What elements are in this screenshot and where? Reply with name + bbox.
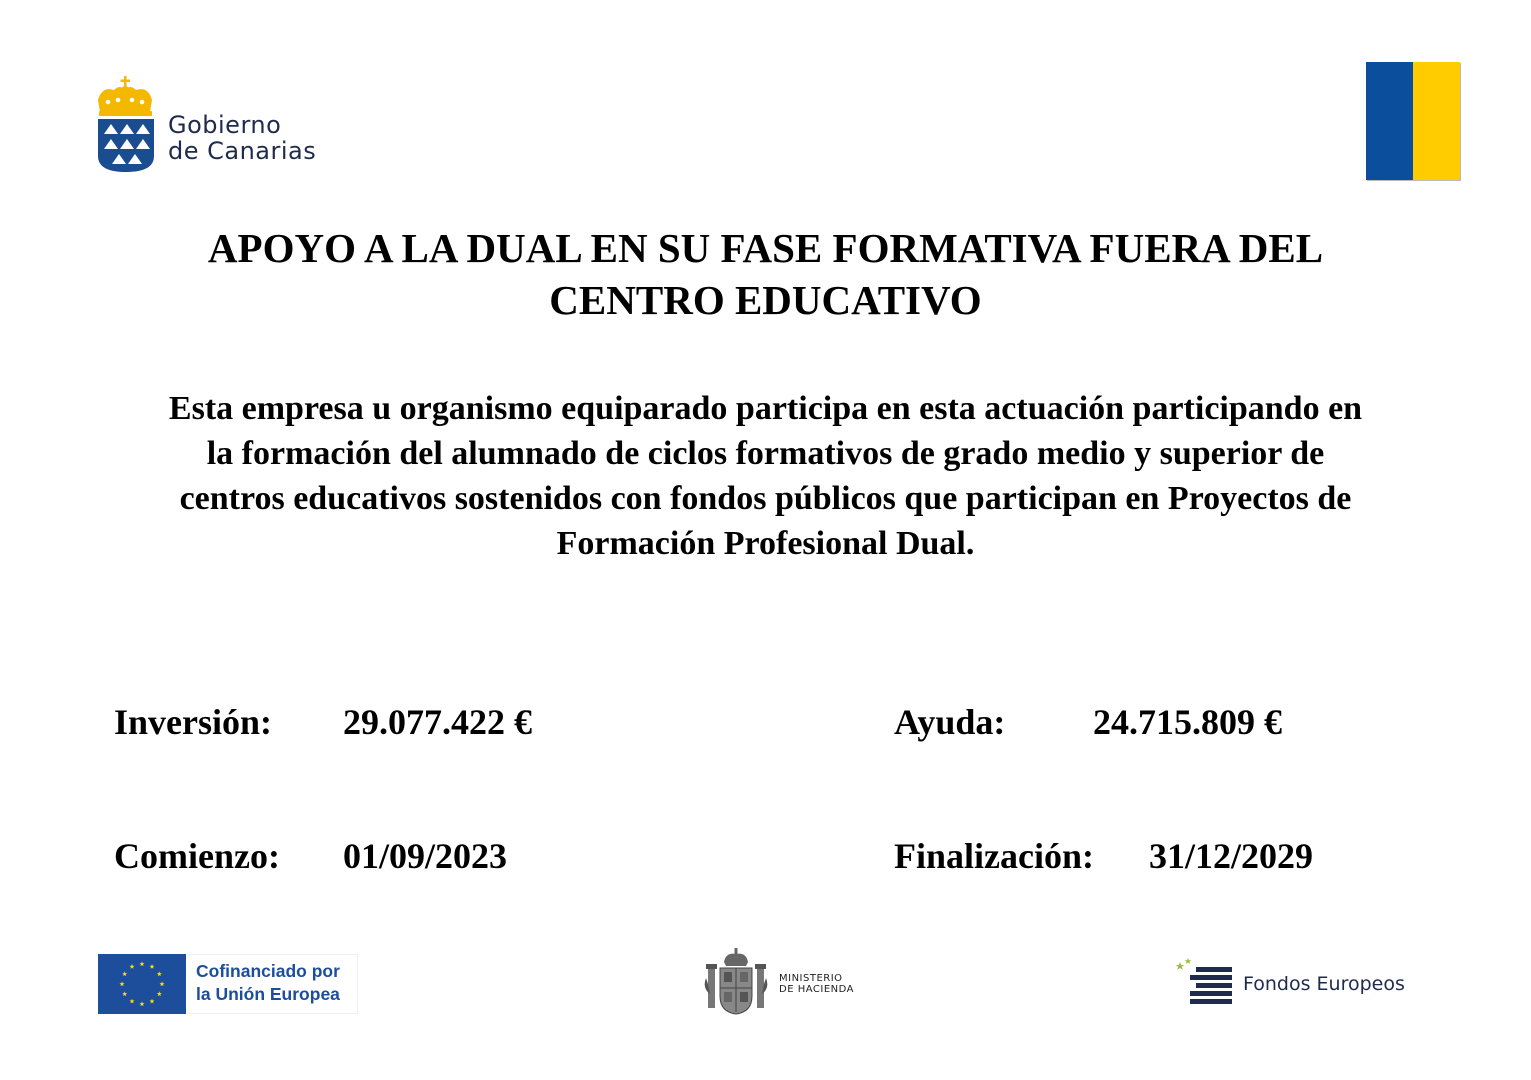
description-line-2: la formación del alumnado de ciclos formativos de grado medio y superior de	[206, 435, 1325, 472]
logo-line-1: Gobierno	[168, 111, 282, 139]
description	[70, 386, 1461, 566]
fondos-europeos-icon	[1174, 958, 1236, 1004]
description-line-3: centros educativos sostenidos con fondos públicos que participan en Proyectos de	[179, 480, 1352, 517]
canarias-flag	[1366, 62, 1460, 180]
ministry-text	[779, 973, 854, 995]
comienzo-label: Comienzo:	[114, 836, 280, 876]
eu-cofinanced-text	[196, 960, 340, 1006]
ministry-line-2: DE HACIENDA	[779, 984, 854, 995]
logo-line-2: de Canarias	[168, 137, 317, 165]
gobierno-canarias-wordmark	[168, 112, 316, 164]
crown-icon	[98, 76, 152, 116]
coat-of-arms-icon	[704, 948, 768, 1018]
eu-line-2: la Unión Europea	[196, 984, 340, 1004]
page-title	[100, 222, 1431, 326]
inversion-label: Inversión:	[114, 702, 273, 742]
flag-stripe-yellow	[1413, 62, 1460, 180]
eu-line-1: Cofinanciado por	[196, 961, 340, 981]
shield-icon	[98, 119, 154, 172]
description-line-4: Formación Profesional Dual.	[556, 525, 975, 562]
ayuda-label: Ayuda:	[894, 702, 1006, 742]
ayuda-value: 24.715.809 €	[1093, 702, 1282, 742]
fondos-europeos-text: Fondos Europeos	[1243, 973, 1405, 995]
inversion-value: 29.077.422 €	[343, 702, 532, 742]
description-line-1: Esta empresa u organismo equiparado participa en esta actuación participando en	[168, 390, 1363, 427]
ministry-line-1: MINISTERIO	[779, 973, 843, 984]
title-line-2: CENTRO EDUCATIVO	[549, 277, 982, 323]
flag-stripe-blue	[1366, 62, 1413, 180]
finalizacion-label: Finalización:	[894, 836, 1094, 876]
comienzo-value: 01/09/2023	[343, 836, 508, 876]
title-line-1: APOYO A LA DUAL EN SU FASE FORMATIVA FUERA DEL	[207, 225, 1324, 271]
finalizacion-value: 31/12/2029	[1149, 836, 1314, 876]
